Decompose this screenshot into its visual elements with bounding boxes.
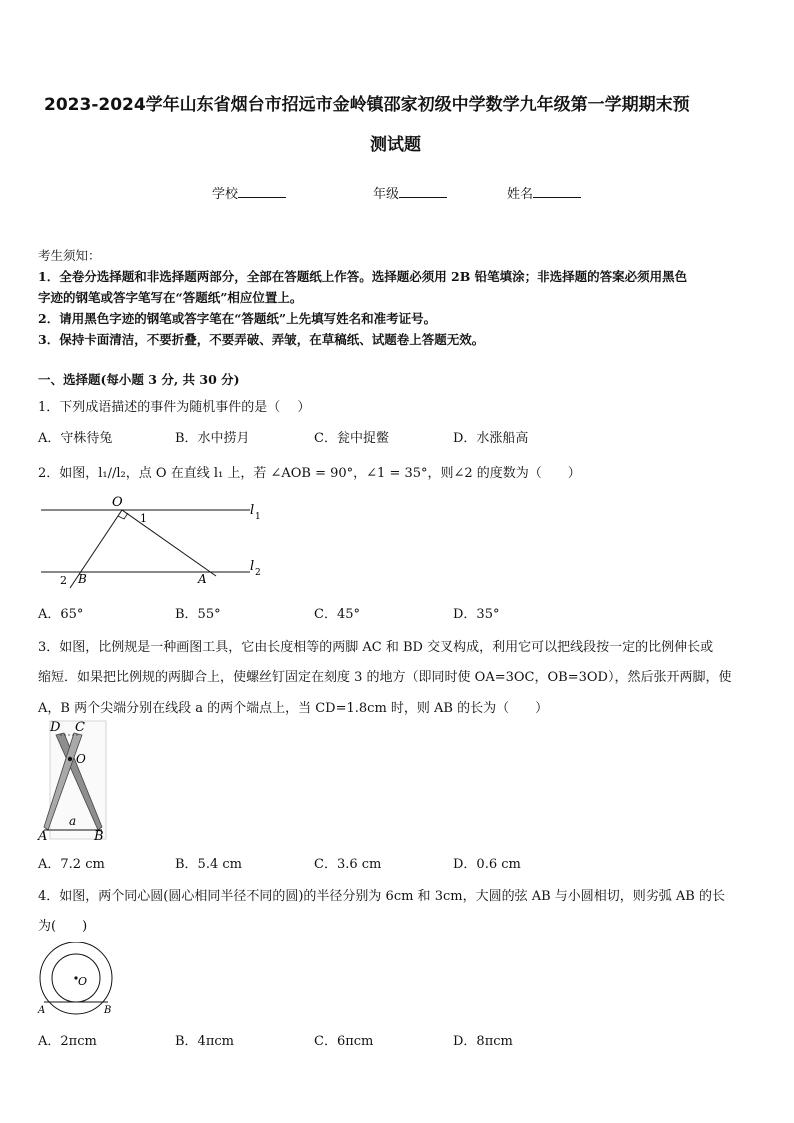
label-angle-1: 1	[140, 512, 147, 525]
q4-option-c: C．6πcm	[314, 1034, 374, 1049]
label-a: a	[69, 814, 77, 828]
label-D: D	[50, 720, 61, 735]
q4-option-a: A．2πcm	[38, 1034, 97, 1049]
label-l2-sub: 2	[255, 568, 261, 578]
name-field	[507, 183, 581, 202]
notice-item1-line1: 1．全卷分选择题和非选择题两部分，全部在答题纸上作答。选择题必须用 2B 铅笔填涂；非选择题的答案必须用黑色	[38, 269, 688, 284]
q1-option-c: C．瓮中捉鳖	[314, 431, 389, 446]
q4-line2: 为( )	[38, 919, 88, 934]
notice-heading: 考生须知：	[38, 248, 101, 263]
school-label: 学校	[212, 187, 239, 202]
q1-stem: 1．下列成语描述的事件为随机事件的是（ ）	[38, 400, 311, 415]
q3-line1: 3．如图，比例规是一种画图工具，它由长度相等的两脚 AC 和 BD 交叉构成，利用它可以把线段按一定的比例伸长或	[38, 640, 714, 655]
q2-stem: 2．如图，l₁//l₂，点 O 在直线 l₁ 上，若 ∠AOB = 90°，∠1 = 35°，则∠2 的度数为（ ）	[38, 466, 581, 481]
label-l1: l	[250, 503, 255, 518]
label-O: O	[76, 752, 86, 766]
grade-field	[373, 183, 447, 202]
q1-option-d: D．水涨船高	[453, 431, 529, 446]
q3-figure	[36, 719, 108, 843]
notice-item3: 3．保持卡面清洁，不要折叠，不要弄破、弄皱，在草稿纸、试题卷上答题无效。	[38, 332, 485, 347]
q3-option-a: A．7.2 cm	[38, 857, 105, 872]
label-l2: l	[250, 559, 255, 574]
q2-option-a: A．65°	[38, 607, 84, 622]
q2-option-d: D．35°	[453, 607, 500, 622]
notice-item2: 2．请用黑色字迹的钢笔或答字笔在“答题纸”上先填写姓名和准考证号。	[38, 311, 437, 326]
page-title-line2: 测试题	[370, 135, 421, 155]
q2-option-b: B．55°	[175, 607, 221, 622]
name-blank	[533, 185, 581, 198]
label-l1-sub: 1	[255, 512, 261, 522]
label-B: B	[94, 829, 104, 843]
segment-OA	[122, 510, 216, 576]
label-angle-2: 2	[60, 574, 67, 587]
q3-option-c: C．3.6 cm	[314, 857, 382, 872]
name-label: 姓名	[507, 187, 534, 202]
q3-option-d: D．0.6 cm	[453, 857, 521, 872]
label-B: B	[78, 572, 87, 586]
q1-option-b: B．水中捞月	[175, 431, 250, 446]
section-heading: 一、选择题(每小题 3 分, 共 30 分)	[38, 372, 240, 387]
q4-option-d: D．8πcm	[453, 1034, 513, 1049]
grade-label: 年级	[373, 187, 400, 202]
q3-option-b: B．5.4 cm	[175, 857, 242, 872]
label-A: A	[38, 829, 48, 843]
school-blank	[238, 185, 286, 198]
label-B: B	[104, 1005, 112, 1016]
q4-option-b: B．4πcm	[175, 1034, 234, 1049]
q2-figure	[38, 492, 268, 592]
school-field	[212, 183, 286, 202]
label-A: A	[38, 1005, 46, 1016]
pivot-O	[68, 757, 72, 761]
label-A: A	[198, 572, 207, 586]
q4-figure	[34, 942, 118, 1018]
label-O: O	[78, 975, 88, 988]
q2-option-c: C．45°	[314, 607, 360, 622]
label-C: C	[75, 720, 85, 735]
q4-line1: 4．如图，两个同心圆(圆心相同半径不同的圆)的半径分别为 6cm 和 3cm，大圆的弦 AB 与小圆相切，则劣弧 AB 的长	[38, 889, 725, 904]
grade-blank	[399, 185, 447, 198]
q3-line3: A，B 两个尖端分别在线段 a 的两个端点上，当 CD=1.8cm 时，则 AB 的长为（ ）	[38, 701, 549, 716]
q1-option-a: A．守株待兔	[38, 431, 113, 446]
label-O: O	[112, 495, 123, 510]
page-title-line1: 2023-2024学年山东省烟台市招远市金岭镇邵家初级中学数学九年级第一学期期末预	[44, 95, 690, 115]
q3-line2: 缩短．如果把比例规的两脚合上，使螺丝钉固定在刻度 3 的地方（即同时使 OA=3OC，OB=3OD），然后张开两脚，使	[38, 670, 732, 685]
notice-item1-line2: 字迹的钢笔或答字笔写在“答题纸”相应位置上。	[38, 290, 303, 305]
